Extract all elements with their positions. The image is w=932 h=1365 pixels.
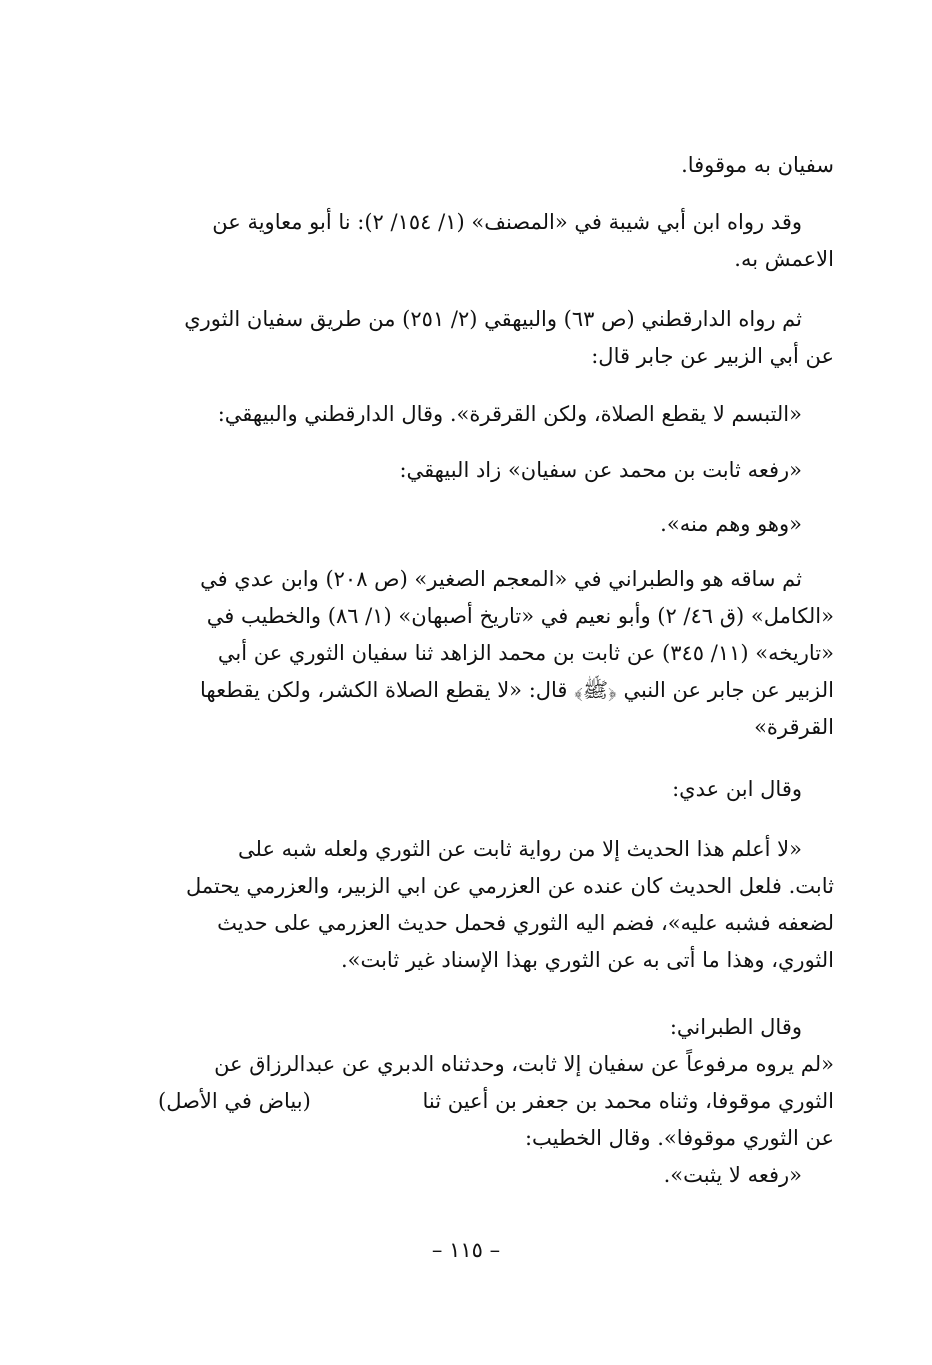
text-segment: الثوري موقوفا، وثناه محمد بن جعفر بن أعين ثنا [422, 1089, 834, 1113]
text-line: «الكامل» (ق ٤٦/ ٢) وأبو نعيم في «تاريخ أصبهان» (١/ ٨٦) والخطيب في [206, 604, 834, 628]
paragraph-6 [158, 1009, 834, 1194]
text-line: القرقرة» [754, 715, 834, 739]
text-line: وقد رواه ابن أبي شيبة في «المصنف» (١/ ١٥٤/ ٢): نا أبو معاوية عن [212, 210, 802, 234]
text-line: «لا أعلم هذا الحديث إلا من رواية ثابت عن الثوري ولعله شبه على [238, 837, 802, 861]
text-line: ثابت. فلعل الحديث كان عنده عن العزرمي عن ابي الزبير، والعزرمي يحتمل [185, 874, 834, 898]
paragraph-1 [158, 147, 834, 184]
heading-ibn-adi [158, 771, 834, 808]
text-line: «لم يروه مرفوعاً عن سفيان إلا ثابت، وحدثناه الدبري عن عبدالرزاق عن [214, 1052, 834, 1076]
quote-1 [158, 396, 834, 433]
text-line: ثم ساقه هو والطبراني في «المعجم الصغير» (ص ٢٠٨) وابن عدي في [200, 567, 802, 591]
text-line: الزبير عن جابر عن النبي ﴿ﷺ﴾ قال: «لا يقطع الصلاة الكشر، ولكن يقطعها [200, 678, 834, 702]
text-line: «رفعه لا يثبت». [663, 1163, 802, 1187]
text-line: «رفعه ثابت بن محمد عن سفيان» زاد البيهقي: [399, 458, 802, 482]
text-line: سفيان به موقوفا. [681, 153, 834, 177]
text-line: الثوري، وهذا ما أتى به عن الثوري بهذا الإسناد غير ثابت». [340, 948, 834, 972]
margin-note: (بياض في الأصل) [158, 1089, 311, 1113]
text-line: «وهو وهم منه». [660, 512, 802, 536]
text-line: وقال الطبراني: [669, 1015, 802, 1039]
page-number: – ١١٥ – [431, 1238, 501, 1262]
text-line: ثم رواه الدارقطني (ص ٦٣) والبيهقي (٢/ ٢٥١) من طريق سفيان الثوري [184, 307, 802, 331]
text-line: عن الثوري موقوفا». وقال الخطيب: [524, 1126, 834, 1150]
quote-2 [158, 452, 834, 489]
quote-3 [158, 506, 834, 543]
text-line-with-note [158, 1083, 834, 1120]
text-line: لضعفه فشبه عليه»، فضم اليه الثوري فحمل حديث العزرمي على حديث [217, 911, 834, 935]
paragraph-5 [158, 831, 834, 979]
text-line: وقال ابن عدي: [672, 777, 802, 801]
paragraph-4 [158, 561, 834, 746]
paragraph-3 [158, 301, 834, 375]
paragraph-2 [158, 204, 834, 278]
text-line: الاعمش به. [734, 247, 834, 271]
text-line: «تاريخه» (١١/ ٣٤٥) عن ثابت بن محمد الزاهد ثنا سفيان الثوري عن أبي [217, 641, 834, 665]
text-line: «التبسم لا يقطع الصلاة، ولكن القرقرة». وقال الدارقطني والبيهقي: [217, 402, 802, 426]
text-line: عن أبي الزبير عن جابر قال: [591, 344, 834, 368]
